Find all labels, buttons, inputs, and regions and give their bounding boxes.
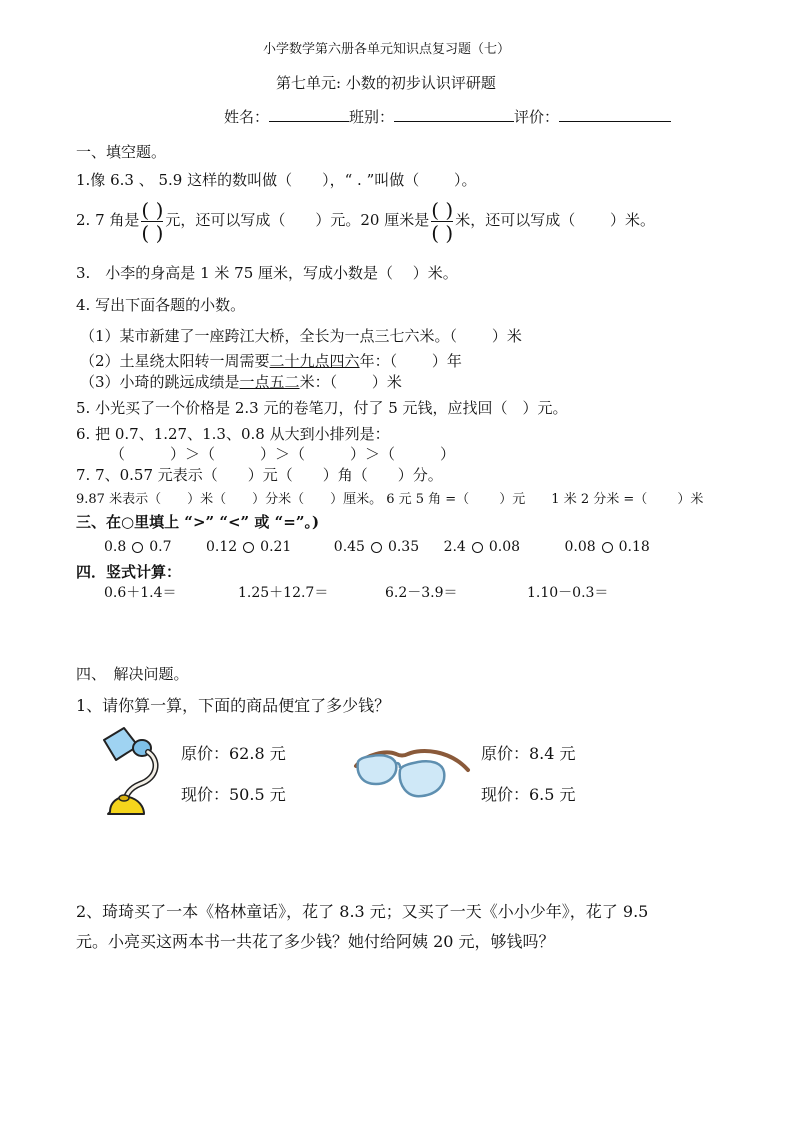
compare-left: 0.12	[205, 539, 238, 555]
problem-2-line-2: 元。小亮买这两本书一共花了多少钱？她付给阿姨 20 元，够钱吗？	[76, 932, 555, 951]
question-4-2	[80, 350, 462, 371]
comparison-item	[334, 539, 419, 555]
compare-circle[interactable]	[472, 542, 483, 553]
worksheet-subtitle: 第七单元: 小数的初步认识评研题	[276, 74, 496, 92]
question-4-2-underlined: 二十九点四六	[269, 352, 360, 370]
question-4-2-post: 年：（ ）年	[359, 352, 462, 370]
compare-right: 0.21	[260, 539, 292, 555]
question-8: 9.87 米表示（ ）米（ ）分米（ ）厘米。 6 元 5 角 =（ ）元 1 米 2 分米 =（ ）米	[76, 492, 704, 507]
class-label: 班别：	[349, 108, 395, 126]
compare-left: 2.4	[443, 539, 466, 555]
question-2-part-c: 米，还可以写成（ ）米。	[455, 211, 655, 229]
student-info-row	[224, 106, 671, 127]
fraction-blank-2[interactable]: $\frac{( )}{( )}$	[431, 197, 454, 245]
glasses-image	[352, 744, 472, 802]
compare-circle[interactable]	[371, 542, 382, 553]
question-4: 4. 写出下面各题的小数。	[76, 296, 246, 314]
name-label: 姓名：	[224, 108, 270, 126]
question-4-2-pre: （2）土星绕太阳转一周需要	[80, 352, 270, 370]
compare-circle[interactable]	[132, 542, 143, 553]
section4-heading: 四．竖式计算：	[76, 563, 182, 581]
calc-item-4: 1.10－0.3＝	[527, 585, 609, 601]
compare-circle[interactable]	[602, 542, 613, 553]
desk-lamp-image	[100, 726, 162, 820]
name-blank[interactable]	[269, 107, 349, 122]
class-blank[interactable]	[394, 107, 514, 122]
compare-right: 0.08	[488, 539, 521, 555]
glasses-current-price: 现价：6.5 元	[481, 785, 576, 804]
comparison-item	[564, 539, 649, 555]
lamp-current-price: 现价：50.5 元	[181, 785, 286, 804]
section5-heading: 四、 解决问题。	[76, 665, 189, 683]
comparison-item	[104, 539, 172, 555]
compare-left: 0.45	[333, 539, 365, 555]
compare-circle[interactable]	[243, 542, 254, 553]
compare-left: 0.08	[564, 539, 596, 555]
question-3: 3. 小李的身高是 1 米 75 厘米，写成小数是（ ）米。	[76, 264, 458, 282]
question-5: 5. 小光买了一个价格是 2.3 元的卷笔刀，付了 5 元钱，应找回（ ）元。	[76, 399, 568, 417]
question-4-1: （1）某市新建了一座跨江大桥，全长为一点三七六米。（ ）米	[80, 327, 522, 345]
question-4-3	[80, 371, 402, 392]
question-2-part-a: 2. 7 角是	[76, 211, 140, 229]
question-4-3-pre: （3）小琦的跳远成绩是	[80, 373, 240, 391]
question-2	[76, 195, 655, 245]
compare-left: 0.8	[104, 539, 127, 555]
grade-blank[interactable]	[559, 107, 671, 122]
compare-right: 0.7	[149, 539, 172, 555]
calc-item-2: 1.25＋12.7＝	[238, 585, 329, 601]
question-7: 7. 7、0.57 元表示（ ）元（ ）角（ ）分。	[76, 466, 443, 484]
question-4-3-underlined: 一点五二	[239, 373, 300, 391]
question-2-part-b: 元，还可以写成（ ）元。20 厘米是	[165, 211, 430, 229]
lamp-original-price: 原价：62.8 元	[181, 744, 286, 763]
question-6-blanks[interactable]: （ ）＞（ ）＞（ ）＞（ ）	[110, 445, 456, 463]
fraction-blank-1[interactable]: $\frac{( )}{( )}$	[141, 197, 164, 245]
section3-heading: 三、在○里填上 “>” “<” 或 “=”。)	[76, 513, 320, 531]
compare-right: 0.18	[618, 539, 650, 555]
section1-heading: 一、填空题。	[76, 143, 167, 161]
comparison-item	[444, 539, 520, 555]
problem-1: 1、请你算一算，下面的商品便宜了多少钱？	[76, 696, 391, 715]
worksheet-title: 小学数学第六册各单元知识点复习题（七）	[263, 42, 511, 57]
problem-2-line-1: 2、琦琦买了一本《格林童话》，花了 8.3 元；又买了一天《小小少年》，花了 9.5	[76, 902, 649, 921]
question-4-3-post: 米：（ ）米	[299, 373, 402, 391]
glasses-original-price: 原价：8.4 元	[481, 744, 576, 763]
calc-item-3: 6.2－3.9＝	[385, 585, 458, 601]
question-1: 1.像 6.3 、 5.9 这样的数叫做（ ），“ . ”叫做（ ）。	[76, 171, 477, 189]
comparison-item	[206, 539, 291, 555]
question-6: 6. 把 0.7、1.27、1.3、0.8 从大到小排列是：	[76, 425, 390, 443]
compare-right: 0.35	[387, 539, 420, 555]
calc-item-1: 0.6＋1.4＝	[104, 585, 177, 601]
grade-label: 评价：	[514, 108, 560, 126]
comparison-row	[104, 539, 650, 555]
